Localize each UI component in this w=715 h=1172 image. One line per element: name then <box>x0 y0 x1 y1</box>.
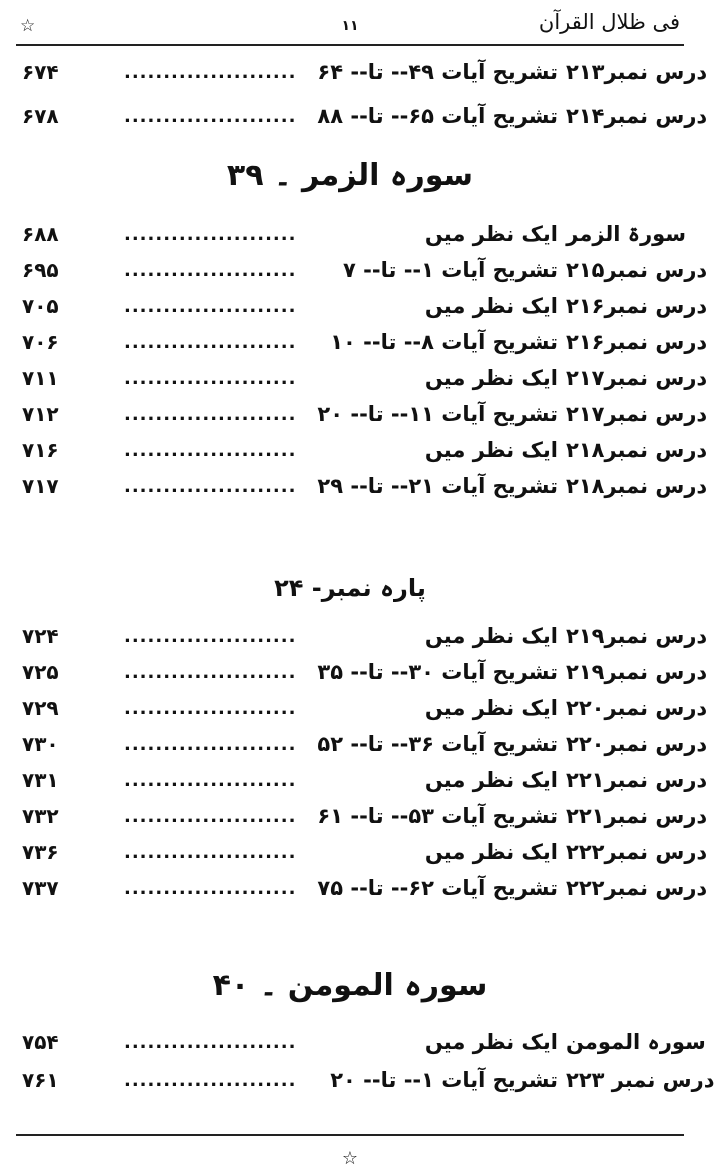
page-ref: ۷۳۱ <box>22 768 59 792</box>
page-ref: ۷۱۶ <box>22 438 59 462</box>
page-ref: ۷۲۹ <box>22 696 59 720</box>
page-ref: ۷۲۵ <box>22 660 59 684</box>
page-ref: ۷۱۷ <box>22 474 59 498</box>
leader-dots: ...................... <box>124 626 297 647</box>
footer-star-icon: ☆ <box>341 1148 359 1169</box>
lesson-desc: تشریح آیات ۴۹-- تا-- ۶۴ <box>317 60 558 84</box>
toc-row <box>0 732 708 768</box>
footer-rule <box>16 1134 684 1136</box>
lesson-label: درس نمبر۲۱۸ <box>566 474 708 498</box>
leader-dots: ...................... <box>124 734 297 755</box>
page-number: ۱۱ <box>341 18 359 34</box>
star-icon: ☆ <box>20 16 36 36</box>
page-ref: ۷۱۲ <box>22 402 59 426</box>
lesson-desc: تشریح آیات ۳۰-- تا-- ۳۵ <box>317 660 558 684</box>
lesson-desc: ایک نظر میں <box>424 1030 558 1054</box>
toc-row <box>0 330 708 366</box>
section-heading-momin: سورہ المومن ۔ ۴۰ <box>212 968 488 1003</box>
lesson-label: درس نمبر۲۱۷ <box>566 366 708 390</box>
lesson-desc: تشریح آیات ۶۲-- تا-- ۷۵ <box>317 876 558 900</box>
lesson-desc: ایک نظر میں <box>424 438 558 462</box>
lesson-desc: تشریح آیات ۱۱-- تا-- ۲۰ <box>317 402 558 426</box>
lesson-desc: تشریح آیات ۸-- تا-- ۱۰ <box>330 330 558 354</box>
toc-row <box>0 840 708 876</box>
toc-row <box>0 876 708 912</box>
toc-row <box>0 624 708 660</box>
lesson-desc: ایک نظر میں <box>424 696 558 720</box>
page-ref: ۷۰۵ <box>22 294 59 318</box>
lesson-desc: ایک نظر میں <box>424 624 558 648</box>
lesson-label: درس نمبر۲۱۹ <box>566 624 708 648</box>
lesson-desc: تشریح آیات ۱-- تا-- ۷ <box>343 258 558 282</box>
toc-row <box>0 60 708 96</box>
toc-row <box>0 104 708 140</box>
lesson-label: درس نمبر۲۲۰ <box>566 696 708 720</box>
leader-dots: ...................... <box>124 1070 297 1091</box>
lesson-label: درس نمبر۲۲۲ <box>566 840 708 864</box>
leader-dots: ...................... <box>124 698 297 719</box>
lesson-label: درس نمبر۲۲۰ <box>566 732 708 756</box>
page-ref: ۶۷۴ <box>22 60 59 84</box>
page-ref: ۷۱۱ <box>22 366 59 390</box>
leader-dots: ...................... <box>124 440 297 461</box>
lesson-label: درس نمبر۲۲۲ <box>566 876 708 900</box>
toc-row <box>0 294 708 330</box>
book-title: فی ظلال القرآن <box>538 10 680 34</box>
lesson-label: درس نمبر۲۱۵ <box>566 258 708 282</box>
leader-dots: ...................... <box>124 368 297 389</box>
lesson-label: سورہ المومن <box>566 1030 706 1054</box>
section-heading-zumar: سورہ الزمر ۔ ۳۹ <box>226 158 474 193</box>
header-rule <box>16 44 684 46</box>
page-ref: ۷۶۱ <box>22 1068 59 1092</box>
page-ref: ۷۲۴ <box>22 624 59 648</box>
lesson-label: درس نمبر۲۲۱ <box>566 768 708 792</box>
lesson-desc: تشریح آیات ۱-- تا-- ۲۰ <box>330 1068 558 1092</box>
lesson-label: درس نمبر۲۲۱ <box>566 804 708 828</box>
toc-row <box>0 804 708 840</box>
toc-row <box>0 258 708 294</box>
leader-dots: ...................... <box>124 106 297 127</box>
leader-dots: ...................... <box>124 332 297 353</box>
page-ref: ۷۳۶ <box>22 840 59 864</box>
lesson-label: سورۃ الزمر <box>566 222 686 246</box>
page-ref: ۶۹۵ <box>22 258 59 282</box>
leader-dots: ...................... <box>124 806 297 827</box>
lesson-desc: ایک نظر میں <box>424 840 558 864</box>
lesson-label: درس نمبر۲۱۸ <box>566 438 708 462</box>
toc-row <box>0 660 708 696</box>
lesson-label: درس نمبر۲۱۹ <box>566 660 708 684</box>
toc-row <box>0 768 708 804</box>
lesson-desc: ایک نظر میں <box>424 294 558 318</box>
lesson-label: درس نمبر۲۱۳ <box>566 60 708 84</box>
toc-row <box>0 222 700 258</box>
page-header <box>16 8 684 42</box>
toc-row <box>0 402 708 438</box>
leader-dots: ...................... <box>124 62 297 83</box>
lesson-desc: تشریح آیات ۳۶-- تا-- ۵۲ <box>317 732 558 756</box>
lesson-label: درس نمبر ۲۲۳ <box>566 1068 715 1092</box>
leader-dots: ...................... <box>124 878 297 899</box>
toc-row <box>0 1068 715 1104</box>
lesson-label: درس نمبر۲۱۷ <box>566 402 708 426</box>
leader-dots: ...................... <box>124 476 297 497</box>
toc-row <box>0 474 708 510</box>
lesson-desc: تشریح آیات ۲۱-- تا-- ۲۹ <box>317 474 558 498</box>
leader-dots: ...................... <box>124 260 297 281</box>
lesson-label: درس نمبر۲۱۶ <box>566 294 708 318</box>
page-ref: ۷۰۶ <box>22 330 59 354</box>
toc-row <box>0 1030 706 1066</box>
leader-dots: ...................... <box>124 224 297 245</box>
lesson-desc: تشریح آیات ۶۵-- تا-- ۸۸ <box>317 104 558 128</box>
page-ref: ۷۵۴ <box>22 1030 59 1054</box>
page-ref: ۷۳۲ <box>22 804 59 828</box>
page-ref: ۷۳۷ <box>22 876 59 900</box>
leader-dots: ...................... <box>124 296 297 317</box>
toc-row <box>0 696 708 732</box>
leader-dots: ...................... <box>124 842 297 863</box>
lesson-desc: تشریح آیات ۵۳-- تا-- ۶۱ <box>317 804 558 828</box>
lesson-desc: ایک نظر میں <box>424 366 558 390</box>
lesson-desc: ایک نظر میں <box>424 768 558 792</box>
section-heading-para: پارہ نمبر- ۲۴ <box>274 574 426 602</box>
toc-row <box>0 438 708 474</box>
leader-dots: ...................... <box>124 770 297 791</box>
page-ref: ۶۷۸ <box>22 104 59 128</box>
toc-row <box>0 366 708 402</box>
lesson-label: درس نمبر۲۱۴ <box>566 104 708 128</box>
page-ref: ۶۸۸ <box>22 222 59 246</box>
leader-dots: ...................... <box>124 662 297 683</box>
leader-dots: ...................... <box>124 404 297 425</box>
lesson-desc: ایک نظر میں <box>424 222 558 246</box>
leader-dots: ...................... <box>124 1032 297 1053</box>
page-ref: ۷۳۰ <box>22 732 59 756</box>
lesson-label: درس نمبر۲۱۶ <box>566 330 708 354</box>
